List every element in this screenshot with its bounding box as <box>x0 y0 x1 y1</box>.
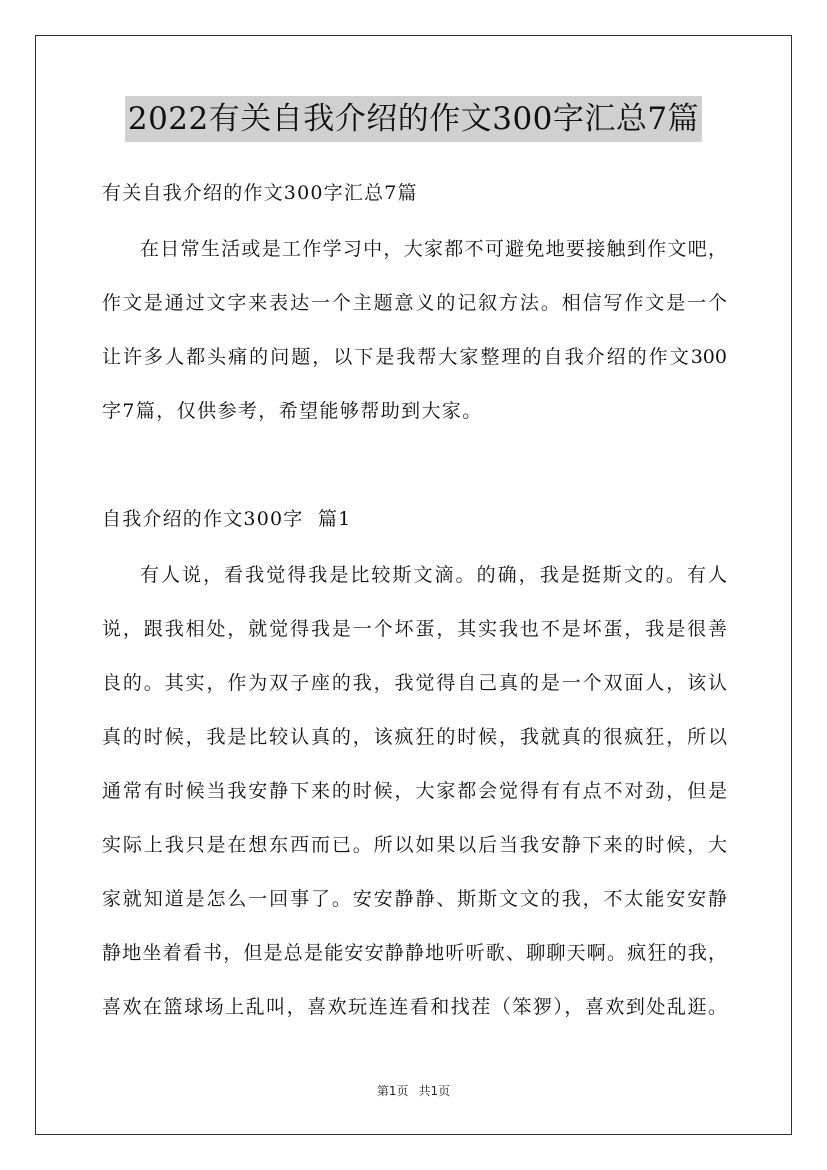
intro-line: 在日常生活或是工作学习中，大家都不可避免地要接触到作文吧， <box>140 238 727 260</box>
section-line: 真的时候，我是比较认真的，该疯狂的时候，我就真的很疯狂，所以 <box>102 726 727 748</box>
section-line: 有人说，看我觉得我是比较斯文滴。的确，我是挺斯文的。有人 <box>140 564 727 586</box>
section-line: 静地坐着看书，但是总是能安安静静地听听歌、聊聊天啊。疯狂的我， <box>102 942 727 964</box>
document-subtitle: 有关自我介绍的作文300字汇总7篇 <box>102 182 418 204</box>
page-footer <box>0 1083 827 1099</box>
section-line: 家就知道是怎么一回事了。安安静静、斯斯文文的我，不太能安安静 <box>102 888 727 910</box>
section-line: 通常有时候当我安静下来的时候，大家都会觉得有有点不对劲，但是 <box>102 780 727 802</box>
page-total: 共1页 <box>418 1084 451 1098</box>
section-line: 说，跟我相处，就觉得我是一个坏蛋，其实我也不是坏蛋，我是很善 <box>102 618 727 640</box>
intro-line: 字7篇，仅供参考，希望能够帮助到大家。 <box>102 400 483 422</box>
intro-line: 作文是通过文字来表达一个主题意义的记叙方法。相信写作文是一个 <box>102 292 727 314</box>
section-heading: 自我介绍的作文300字 篇1 <box>102 508 352 530</box>
intro-line: 让许多人都头痛的问题，以下是我帮大家整理的自我介绍的作文300 <box>102 346 727 368</box>
document-title: 2022有关自我介绍的作文300字汇总7篇 <box>125 96 702 142</box>
page-number: 第1页 <box>376 1084 409 1098</box>
title-container <box>0 96 827 142</box>
section-line: 喜欢在篮球场上乱叫，喜欢玩连连看和找茬（笨猡），喜欢到处乱逛。 <box>102 996 727 1018</box>
section-line: 良的。其实，作为双子座的我，我觉得自己真的是一个双面人，该认 <box>102 672 727 694</box>
section-line: 实际上我只是在想东西而已。所以如果以后当我安静下来的时候，大 <box>102 834 727 856</box>
